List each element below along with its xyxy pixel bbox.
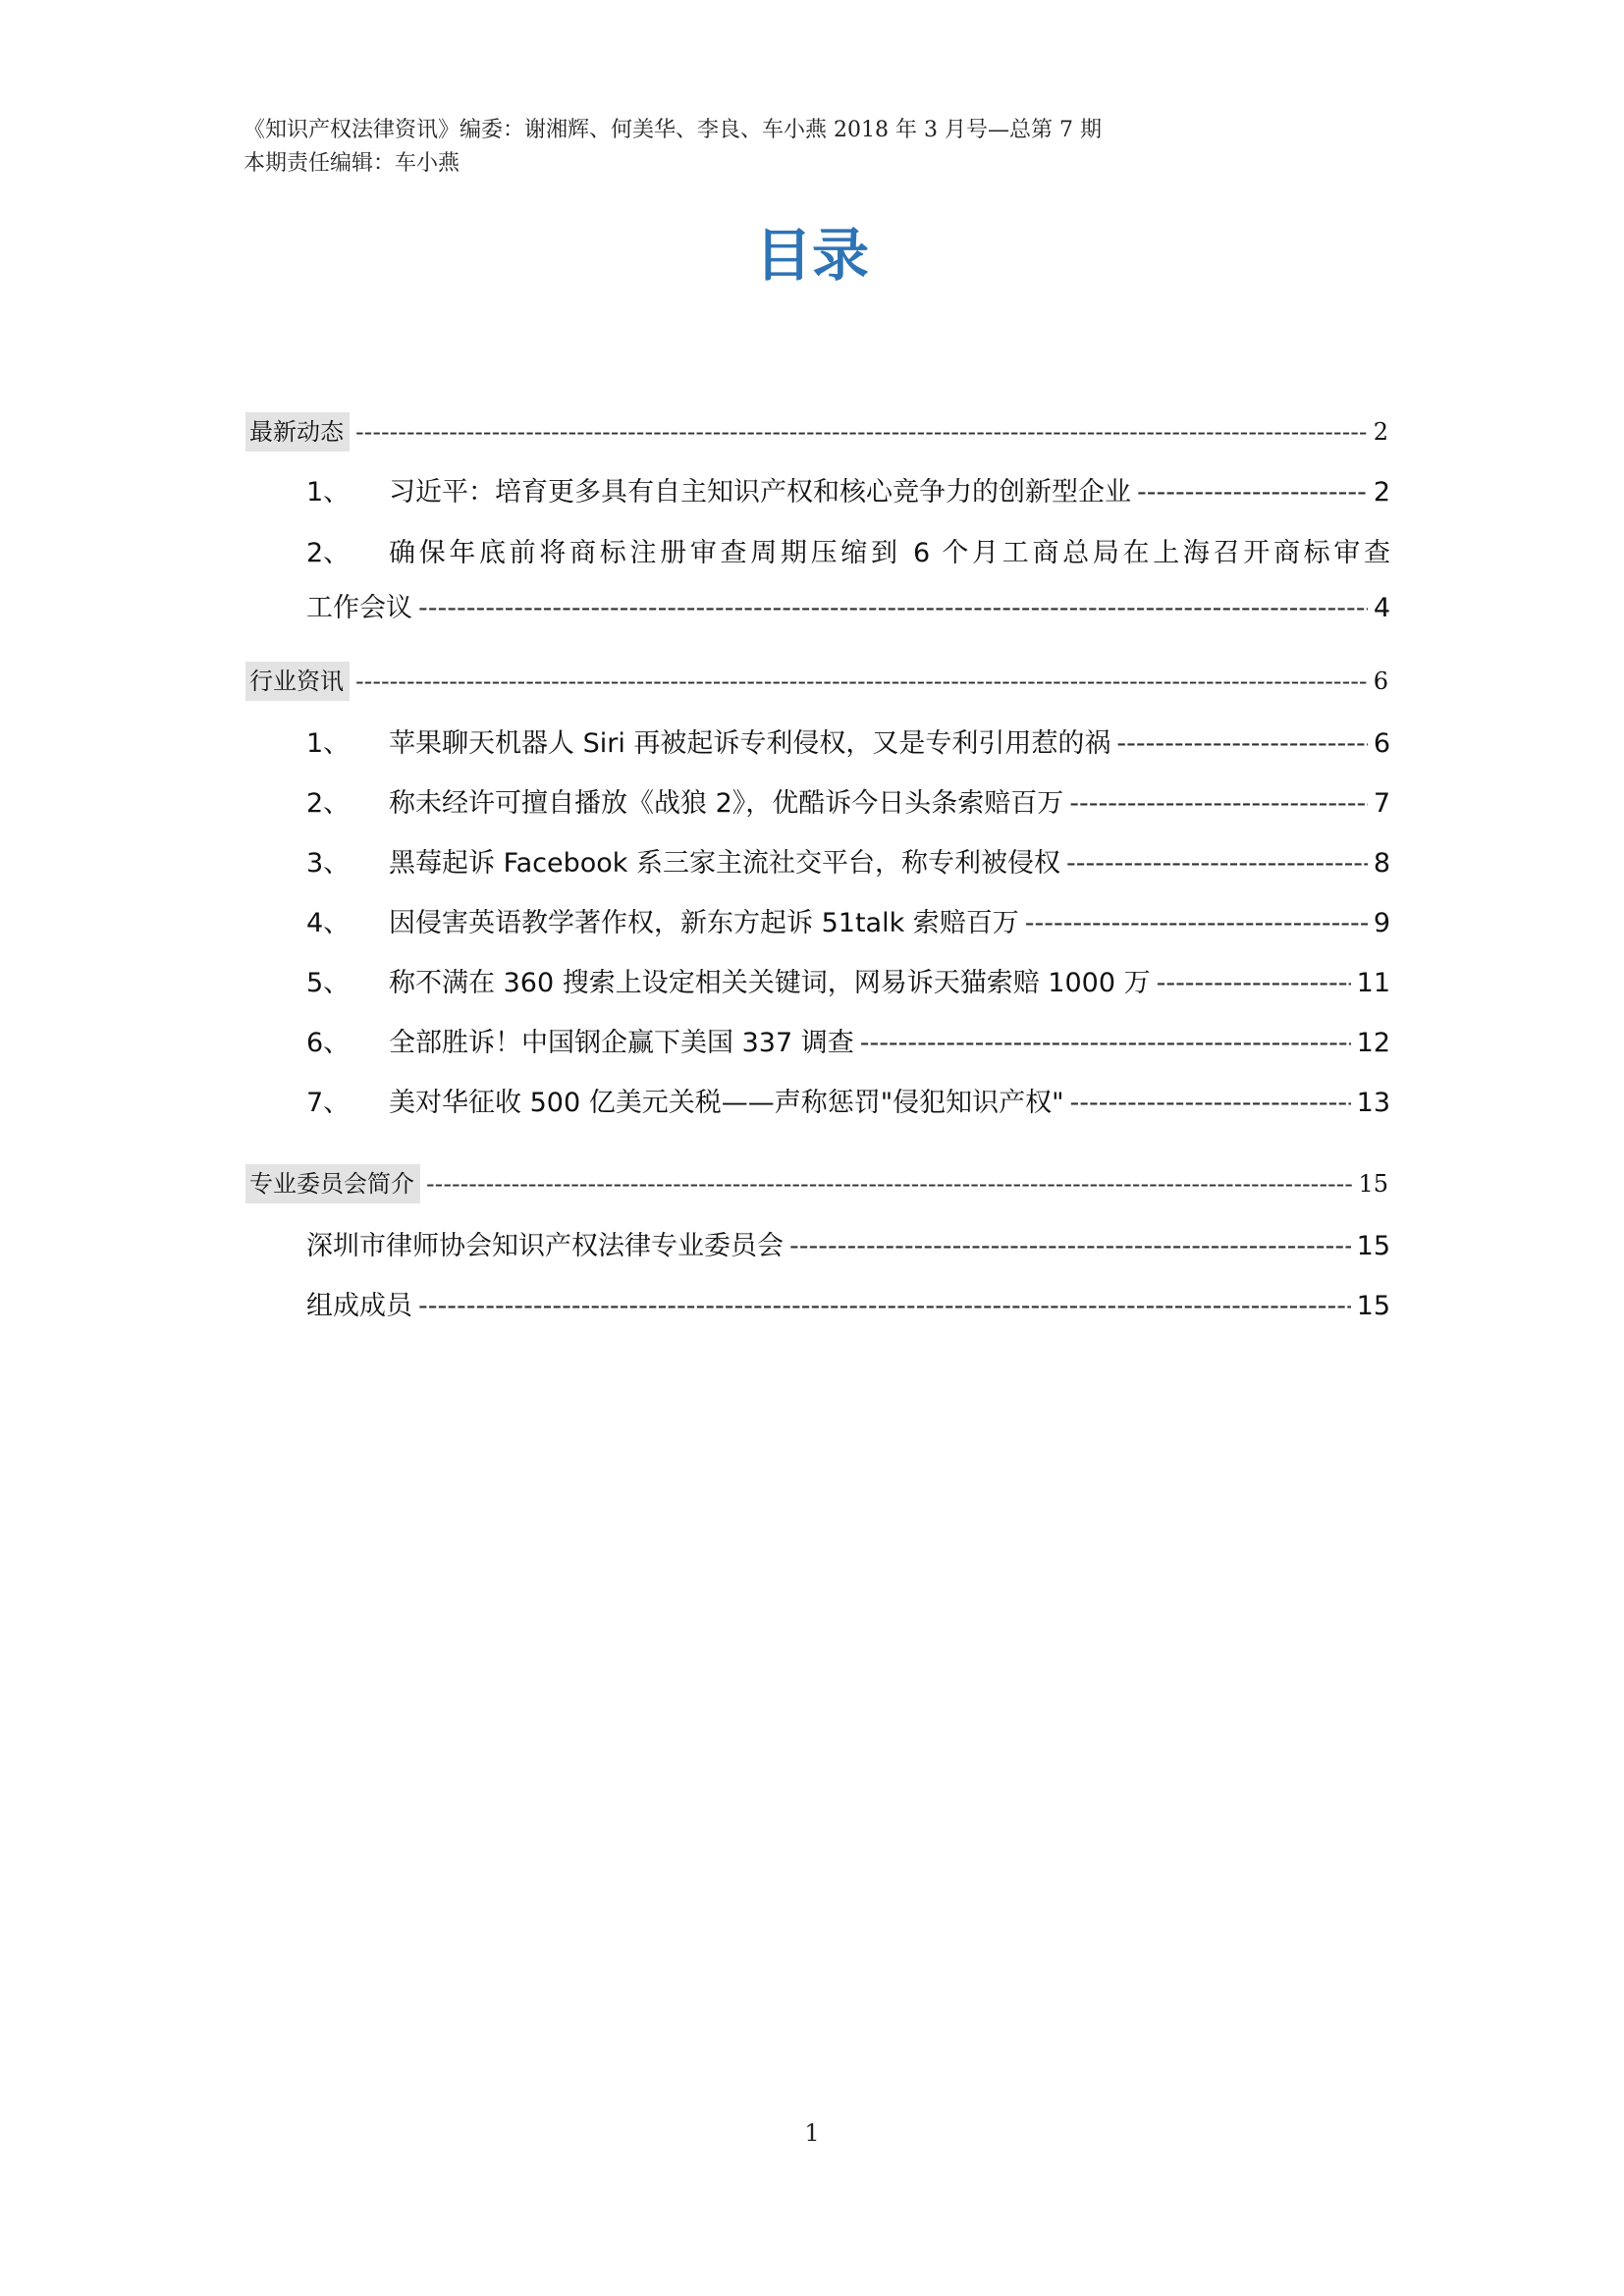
toc-page-number: 12 bbox=[1356, 1028, 1390, 1058]
toc-leader bbox=[789, 1225, 1351, 1268]
page-number: 1 bbox=[804, 2119, 820, 2147]
toc-page-number: 15 bbox=[1358, 1170, 1388, 1198]
toc-page-number: 8 bbox=[1373, 848, 1390, 879]
toc-leader bbox=[860, 1022, 1351, 1065]
toc-entry-label-continued: 工作会议 bbox=[306, 593, 412, 623]
toc-entry[interactable] bbox=[306, 1082, 1390, 1125]
toc-leader bbox=[1070, 1082, 1351, 1125]
toc-entry[interactable] bbox=[306, 1285, 1390, 1328]
toc-section-committee-intro[interactable] bbox=[245, 1164, 1388, 1203]
toc-page-number: 7 bbox=[1373, 788, 1390, 819]
toc-page-number: 6 bbox=[1373, 667, 1388, 695]
toc-entry-label: 全部胜诉！中国钢企赢下美国 337 调查 bbox=[389, 1028, 854, 1058]
toc-entry[interactable] bbox=[306, 532, 1390, 630]
toc-entry-label: 黑莓起诉 Facebook 系三家主流社交平台，称专利被侵权 bbox=[389, 848, 1061, 879]
toc-page-number: 15 bbox=[1356, 1231, 1390, 1261]
toc-entry[interactable] bbox=[306, 842, 1390, 885]
toc-entry-number: 5、 bbox=[306, 968, 351, 998]
toc-leader bbox=[426, 1164, 1352, 1203]
toc-entry[interactable] bbox=[306, 902, 1390, 945]
toc-entry-label: 因侵害英语教学著作权，新东方起诉 51talk 索赔百万 bbox=[389, 908, 1019, 938]
toc-section-industry-news[interactable] bbox=[245, 662, 1388, 701]
toc-entry-number: 7、 bbox=[306, 1088, 351, 1118]
toc-entry-number: 6、 bbox=[306, 1028, 351, 1058]
toc-leader bbox=[1025, 902, 1368, 945]
toc-section-label: 专业委员会简介 bbox=[245, 1164, 420, 1203]
toc-leader bbox=[1137, 471, 1368, 514]
toc-entry[interactable] bbox=[306, 1022, 1390, 1065]
toc-leader bbox=[418, 1285, 1351, 1328]
toc-entry-label: 苹果聊天机器人 Siri 再被起诉专利侵权，又是专利引用惹的祸 bbox=[389, 728, 1111, 759]
toc-leader bbox=[355, 662, 1368, 701]
toc-leader bbox=[418, 587, 1368, 630]
toc-title: 目录 bbox=[754, 222, 869, 289]
toc-entry[interactable] bbox=[306, 722, 1390, 766]
toc-page-number: 6 bbox=[1373, 728, 1390, 759]
toc-leader bbox=[1116, 722, 1367, 766]
toc-entry-number: 3、 bbox=[306, 848, 351, 879]
toc-entry-number: 1、 bbox=[306, 477, 351, 507]
toc-entry-label: 组成成员 bbox=[306, 1291, 412, 1321]
toc-section-label: 行业资讯 bbox=[245, 662, 350, 701]
toc-entry-label: 确保年底前将商标注册审查周期压缩到 6 个月工商总局在上海召开商标审查 bbox=[389, 538, 1390, 568]
toc-entry[interactable] bbox=[306, 782, 1390, 826]
toc-leader bbox=[355, 412, 1368, 452]
toc-entry-label: 习近平：培育更多具有自主知识产权和核心竞争力的创新型企业 bbox=[389, 477, 1131, 507]
toc-entry-label: 美对华征收 500 亿美元关税——声称惩罚"侵犯知识产权" bbox=[389, 1088, 1064, 1118]
toc-page-number: 11 bbox=[1356, 968, 1390, 998]
toc-entry-label: 称不满在 360 搜索上设定相关关键词，网易诉天猫索赔 1000 万 bbox=[389, 968, 1151, 998]
toc-entry-number: 4、 bbox=[306, 908, 351, 938]
toc-entry-number: 2、 bbox=[306, 538, 351, 568]
toc-section-label: 最新动态 bbox=[245, 412, 350, 452]
toc-entry[interactable] bbox=[306, 1225, 1390, 1268]
toc-entry[interactable] bbox=[306, 471, 1390, 514]
toc-page-number: 2 bbox=[1373, 418, 1388, 446]
toc-entry-number: 1、 bbox=[306, 728, 351, 759]
toc-page-number: 15 bbox=[1356, 1291, 1390, 1321]
toc-entry-label: 称未经许可擅自播放《战狼 2》，优酷诉今日头条索赔百万 bbox=[389, 788, 1064, 819]
toc-leader bbox=[1069, 782, 1368, 826]
toc-entry-label: 深圳市律师协会知识产权法律专业委员会 bbox=[306, 1231, 784, 1261]
header-editor: 本期责任编辑：车小燕 bbox=[244, 151, 460, 176]
toc-page-number: 4 bbox=[1373, 593, 1390, 623]
toc-page-number: 13 bbox=[1356, 1088, 1390, 1118]
toc-entry-number: 2、 bbox=[306, 788, 351, 819]
toc-entry[interactable] bbox=[306, 962, 1390, 1005]
toc-section-latest-news[interactable] bbox=[245, 412, 1388, 452]
toc-leader bbox=[1157, 962, 1351, 1005]
toc-page-number: 9 bbox=[1373, 908, 1390, 938]
header-publication-info: 《知识产权法律资讯》编委：谢湘辉、何美华、李良、车小燕 2018 年 3 月号—总第 7 期 bbox=[244, 118, 1102, 142]
toc-page-number: 2 bbox=[1373, 477, 1390, 507]
toc-leader bbox=[1066, 842, 1368, 885]
